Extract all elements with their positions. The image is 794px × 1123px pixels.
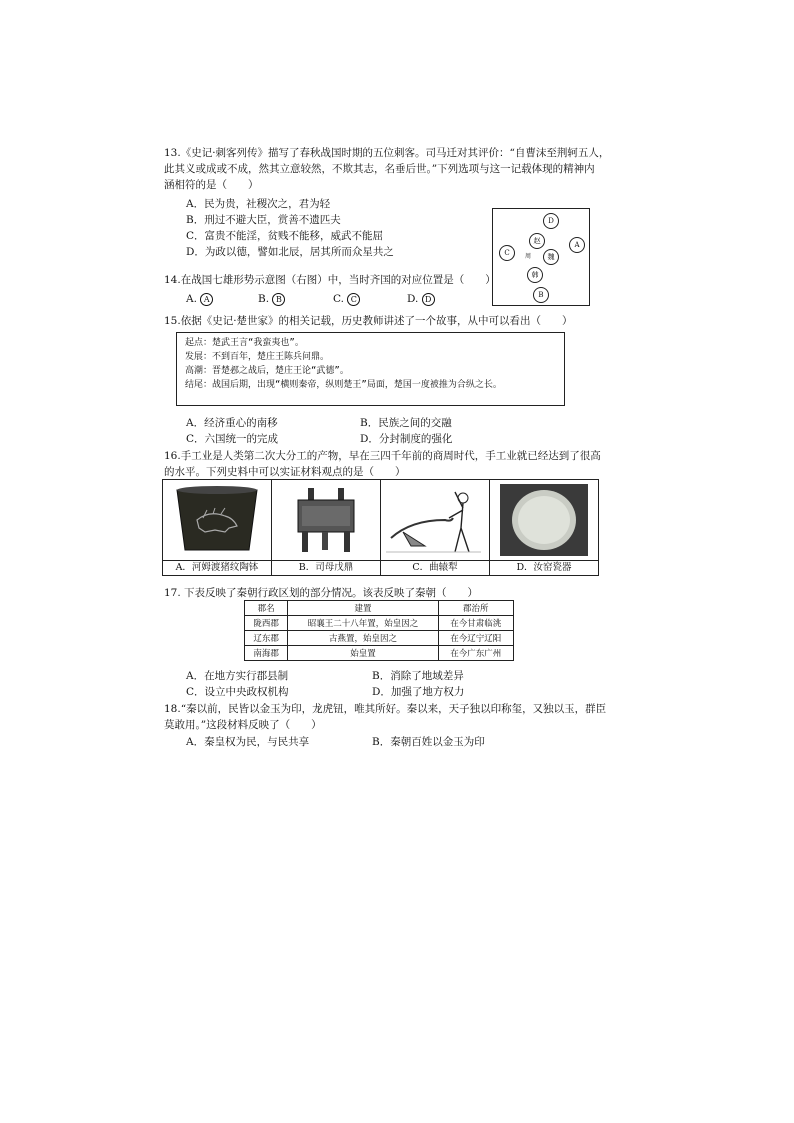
map-circle-han: 韩 [527, 267, 543, 283]
map-label-zhou: 周 [525, 253, 532, 260]
q14-option-c [333, 292, 360, 306]
q14-option-b-mark: B [272, 293, 285, 306]
table-row [245, 616, 514, 631]
q17-stem: 17. 下表反映了秦朝行政区划的部分情况。该表反映了秦朝（ ） [164, 587, 479, 599]
q14-option-a [186, 292, 213, 306]
table-row [245, 646, 514, 661]
q17-option-d: D．加强了地方权力 [372, 686, 465, 698]
q18-option-a: A．秦皇权为民，与民共享 [186, 736, 310, 748]
ru-kiln-porcelain-image [490, 480, 598, 560]
header-commandery: 郡名 [245, 601, 288, 616]
q14-option-d [407, 292, 435, 306]
q18-option-b: B．秦朝百姓以金玉为印 [372, 736, 485, 748]
warring-states-map [492, 208, 590, 306]
table-cell: 在今辽宁辽阳 [438, 631, 513, 646]
caption-b: B．司母戊鼎 [272, 561, 381, 575]
map-circle-d: D [543, 213, 559, 229]
q17-option-b: B．消除了地域差异 [372, 670, 464, 682]
table-cell: 在今甘肃临洮 [438, 616, 513, 631]
q13-option-a: A．民为贵，社稷次之，君为轻 [186, 198, 331, 210]
q14-option-c-letter: C. [333, 293, 344, 305]
q13-line-2: 此其义或成或不成，然其立意较然，不欺其志，名垂后世。”下列选项与这一记载体现的精神内 [164, 163, 595, 175]
simuwu-ding-image [272, 480, 381, 560]
q15-option-a: A．经济重心的南移 [186, 417, 278, 429]
q17-option-a: A．在地方实行郡县制 [186, 670, 289, 682]
q15-option-c: C．六国统一的完成 [186, 433, 279, 445]
q14-option-a-letter: A. [186, 293, 197, 305]
map-circle-b: B [533, 287, 549, 303]
q15-option-b: B．民族之间的交融 [360, 417, 452, 429]
q17-option-c: C．设立中央政权机构 [186, 686, 289, 698]
q16-image-table [162, 479, 599, 576]
table-cell: 陇西郡 [245, 616, 288, 631]
table-cell: 古燕置，始皇因之 [288, 631, 438, 646]
q13-line-1: 13.《史记·刺客列传》描写了春秋战国时期的五位刺客。司马迁对其评价：“自曹沫至荆轲五人， [164, 147, 610, 159]
table-header-row [245, 601, 514, 616]
q13-line-3: 涵相符的是（ ） [164, 179, 259, 191]
map-circle-c: C [499, 245, 515, 261]
q14-option-d-letter: D. [407, 293, 419, 305]
map-circle-a: A [569, 237, 585, 253]
q14-option-b-letter: B. [258, 293, 270, 305]
map-circle-zhao: 赵 [529, 233, 545, 249]
q13-option-d: D．为政以德，譬如北辰，居其所而众星共之 [186, 246, 394, 258]
q15-stem: 15.依据《史记·楚世家》的相关记载，历史教师讲述了一个故事，从中可以看出（ ） [164, 315, 573, 327]
q13-option-c: C．富贵不能淫，贫贱不能移，威武不能屈 [186, 230, 384, 242]
story-start: 起点：楚武王言“我蛮夷也”。 [185, 338, 304, 348]
q15-option-d: D．分封制度的强化 [360, 433, 453, 445]
q13-option-b: B．刑过不避大臣，赏善不遗匹夫 [186, 214, 341, 226]
q14-option-d-mark: D [422, 293, 435, 306]
q14-option-b [258, 292, 285, 306]
caption-c: C．曲辕犁 [381, 561, 490, 575]
table-cell: 南海郡 [245, 646, 288, 661]
table-cell: 昭襄王二十八年置，始皇因之 [288, 616, 438, 631]
story-climax: 高潮：晋楚邲之战后，楚庄王论“武德”。 [185, 366, 349, 376]
caption-a: A．河姆渡猪纹陶钵 [163, 561, 272, 575]
q16-line-2: 的水平。下列史料中可以实证材料观点的是（ ） [164, 466, 406, 478]
table-row [245, 631, 514, 646]
map-circle-wei: 魏 [543, 249, 559, 265]
pottery-bowl-image [163, 480, 272, 560]
header-establishment: 建置 [288, 601, 438, 616]
table-cell: 辽东郡 [245, 631, 288, 646]
q14-option-a-mark: A [200, 293, 213, 306]
q14-stem: 14.在战国七雄形势示意图（右图）中，当时齐国的对应位置是（ ） [164, 274, 496, 286]
q15-story-box [176, 332, 565, 406]
q14-option-c-mark: C [347, 293, 360, 306]
qin-admin-table [244, 600, 514, 661]
q18-line-2: 莫敢用。”这段材料反映了（ ） [164, 719, 322, 731]
header-seat: 郡治所 [438, 601, 513, 616]
story-development: 发展：不到百年，楚庄王陈兵问鼎。 [185, 352, 330, 362]
q16-line-1: 16.手工业是人类第二次大分工的产物，早在三四千年前的商周时代，手工业就已经达到了很高 [164, 450, 601, 462]
story-ending: 结尾：战国后期，出现“横则秦帝，纵则楚王”局面，楚国一度被推为合纵之长。 [185, 380, 502, 390]
table-cell: 在今广东广州 [438, 646, 513, 661]
q18-line-1: 18.“秦以前，民皆以金玉为印，龙虎钮，唯其所好。秦以来，天子独以印称玺，又独以玉，群臣 [164, 703, 607, 715]
table-cell: 始皇置 [288, 646, 438, 661]
curved-plough-image [381, 480, 490, 560]
caption-d: D．汝窑瓷器 [516, 562, 572, 573]
